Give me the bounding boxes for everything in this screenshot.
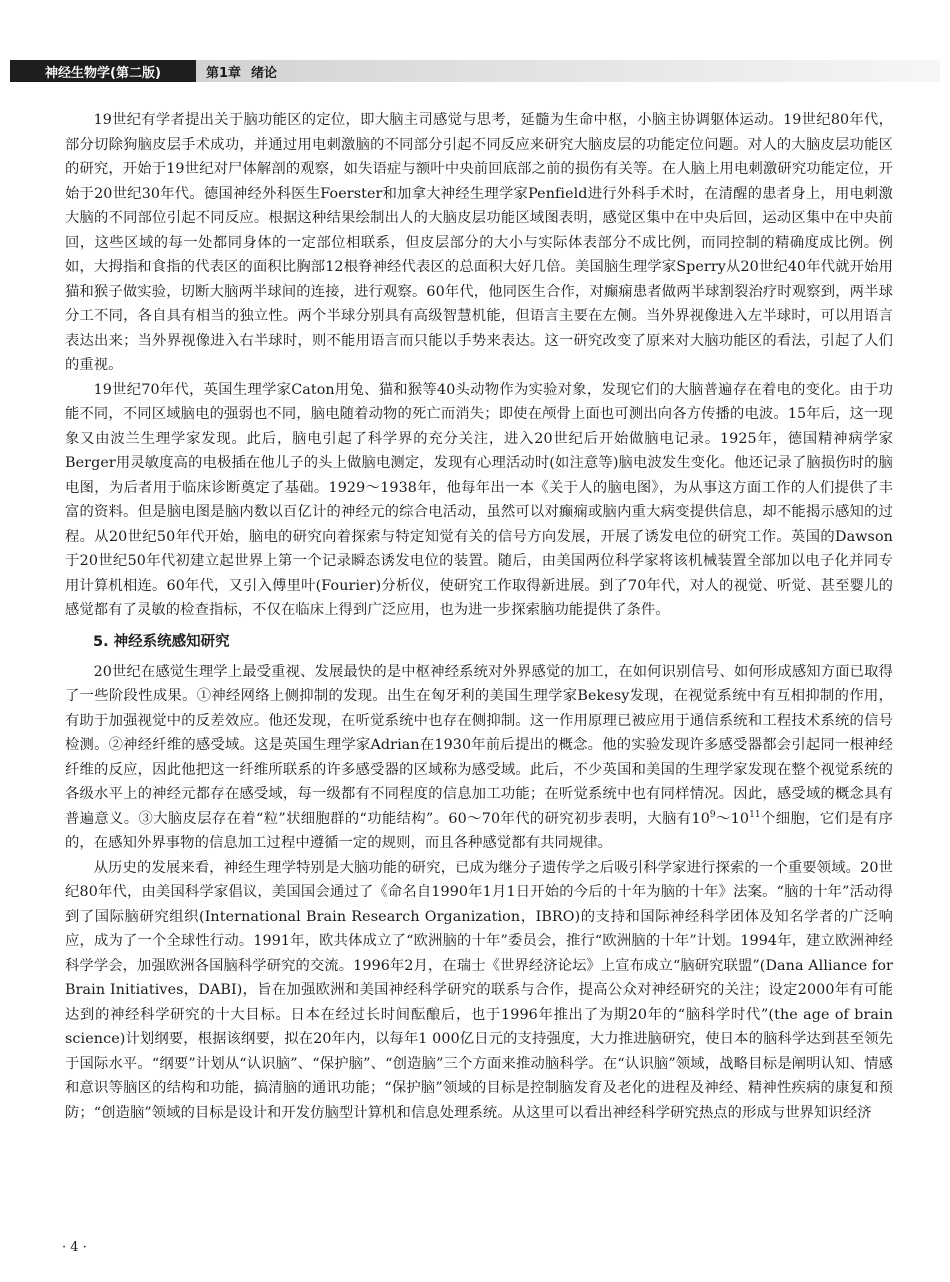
paragraph-brain-localization: 19世纪有学者提出关于脑功能区的定位，即大脑主司感觉与思考，延髓为生命中枢，小脑主协调躯体运动。19世纪80年代，部分切除狗脑皮层手术成功，并通过用电刺激脑的不同部分引起不同反应来研究大脑皮层的功能定位问题。对人的大脑皮层功能区的研究，开始于19世纪对尸体解剖的观察，如失语症与额叶中央前回底部之前的损伤有关等。在人脑上用电刺激研究功能定位，开始于20世纪30年代。德国神经外科医生Foerster和加拿大神经生理学家Penfield进行外科手术时，在清醒的患者身上，用电刺激大脑的不同部位引起不同反应。根据这种结果绘制出人的大脑皮层功能区域图表明，感觉区集中在中央后回，运动区集中在中央前回，这些区域的每一处都同身体的一定部位相联系，但皮层部分的大小与实际体表部分不成比例，而同控制的精确度成比例。例如，大拇指和食指的代表区的面积比胸部12根脊神经代表区的总面积大好几倍。美国脑生理学家Sperry从20世纪40年代就开始用猫和猴子做实验，切断大脑两半球间的连接，进行观察。60年代，他同医生合作，对癫痫患者做两半球割裂治疗时观察到，两半球分工不同，各自具有相当的独立性。两个半球分别具有高级智慧机能，但语言主要在左侧。当外界视像进入左半球时，可以用语言表达出来；当外界视像进入右半球时，则不能用语言而只能以手势来表达。这一研究改变了原来对大脑功能区的看法，引起了人们的重视。 [65, 112, 893, 373]
page-body [65, 108, 893, 1125]
paragraph-brain-decade: 从历史的发展来看，神经生理学特别是大脑功能的研究，已成为继分子遗传学之后吸引科学家进行探索的一个重要领域。20世纪80年代，由美国科学家倡议，美国国会通过了《命名自1990年1月1日开始的今后的十年为脑的十年》法案。“脑的十年”活动得到了国际脑研究组织(International Brain Research Organization，IBRO)的支持和国际神经科学团体及知名学者的广泛响应，成为了一个全球性行动。1991年，欧共体成立了“欧洲脑的十年”委员会，推行“欧洲脑的十年”计划。1994年，建立欧洲神经科学学会，加强欧洲各国脑科学研究的交流。1996年2月，在瑞士《世界经济论坛》上宣布成立“脑研究联盟”(Dana Alliance for Brain Initiatives，DABI)，旨在加强欧洲和美国神经科学研究的联系与合作，提高公众对神经研究的关注；设定2000年有可能达到的神经科学研究的十大目标。日本在经过长时间酝酿后，也于1996年推出了为期20年的“脑科学时代”(the age of brain science)计划纲要，根据该纲要，拟在20年内，以每年1 000亿日元的支持强度，大力推进脑研究，使日本的脑科学达到甚至领先于国际水平。“纲要”计划从“认识脑”、“保护脑”、“创造脑”三个方面来推动脑科学。在“认识脑”领域，战略目标是阐明认知、情感和意识等脑区的结构和功能，搞清脑的通讯功能；“保护脑”领域的目标是控制脑发育及老化的进程及神经、精神性疾病的康复和预防；“创造脑”领域的目标是设计和开发仿脑型计算机和信息处理系统。从这里可以看出神经科学研究热点的形成与世界知识经济 [65, 859, 893, 1121]
exponent-9: 9 [709, 809, 716, 820]
chapter-title: 绪论 [251, 65, 278, 81]
section-heading: 5. 神经系统感知研究 [93, 633, 230, 650]
chapter-number: 第1章 [206, 65, 242, 81]
paragraph-eeg-history: 19世纪70年代，英国生理学家Caton用兔、猫和猴等40头动物作为实验对象，发现它们的大脑普遍存在着电的变化。由于功能不同，不同区域脑电的强弱也不同，脑电随着动物的死亡而消失；即使在颅骨上面也可测出向各方传播的电波。15年后，这一现象又由波兰生理学家发现。此后，脑电引起了科学界的充分关注，进入20世纪后开始做脑电记录。1925年，德国精神病学家Berger用灵敏度高的电极插在他儿子的头上做脑电测定，发现有心理活动时(如注意等)脑电波发生变化。他还记录了脑损伤时的脑电图，为后者用于临床诊断奠定了基础。1929～1938年，他每年出一本《关于人的脑电图》，为从事这方面工作的人们提供了丰富的资料。但是脑电图是脑内数以百亿计的神经元的综合电活动，虽然可以对癫痫或脑内重大病变提供信息，却不能揭示感知的过程。从20世纪50年代开始，脑电的研究向着探索与特定知觉有关的信号方向发展，开展了诱发电位的研究工作。英国的Dawson于20世纪50年代初建立起世界上第一个记录瞬态诱发电位的装置。随后，由美国两位科学家将该机械装置全部加以电子化并同专用计算机相连。60年代，又引入傅里叶(Fourier)分析仪，使研究工作取得新进展。到了70年代，对人的视觉、听觉、甚至婴儿的感觉都有了灵敏的检查指标，不仅在临床上得到广泛应用，也为进一步探索脑功能提供了条件。 [65, 381, 893, 618]
sensory-text-part2: ～10 [715, 810, 750, 827]
sensory-text-part3: 个细胞，它们是有序的，在感知外界事物的信息加工过程中遵循一定的规则，而且各种感觉都有共同规律。 [65, 810, 893, 851]
sensory-text-part1: 20世纪在感觉生理学上最受重视、发展最快的是中枢神经系统对外界感觉的加工，在如何识别信号、如何形成感知方面已取得了一些阶段性成果。①神经网络上侧抑制的发现。出生在匈牙利的美国生理学家Bekesy发现，在视觉系统中有互相抑制的作用，有助于加强视觉中的反差效应。他还发现，在听觉系统中也存在侧抑制。这一作用原理已被应用于通信系统和工程技术系统的信号检测。②神经纤维的感受域。这是英国生理学家Adrian在1930年前后提出的概念。他的实验发现许多感受器都会引起同一根神经纤维的反应，因此他把这一纤维所联系的许多感受器的区域称为感受域。此后，不少英国和美国的生理学家发现在整个视觉系统的各级水平上的神经元都存在感受域，每一级都有不同程度的信息加工功能；在听觉系统中也有同样情况。因此，感受域的概念具有普遍意义。③大脑皮层存在着“粒”状细胞群的“功能结构”。60～70年代的研究初步表明，大脑有10 [65, 663, 893, 827]
paragraph-sensory-research [65, 660, 893, 856]
book-title: 神经生物学(第二版) [10, 60, 196, 82]
page-number: · 4 · [62, 1240, 87, 1255]
exponent-11: 11 [749, 809, 761, 820]
running-header [10, 60, 940, 82]
chapter-label [196, 60, 940, 82]
